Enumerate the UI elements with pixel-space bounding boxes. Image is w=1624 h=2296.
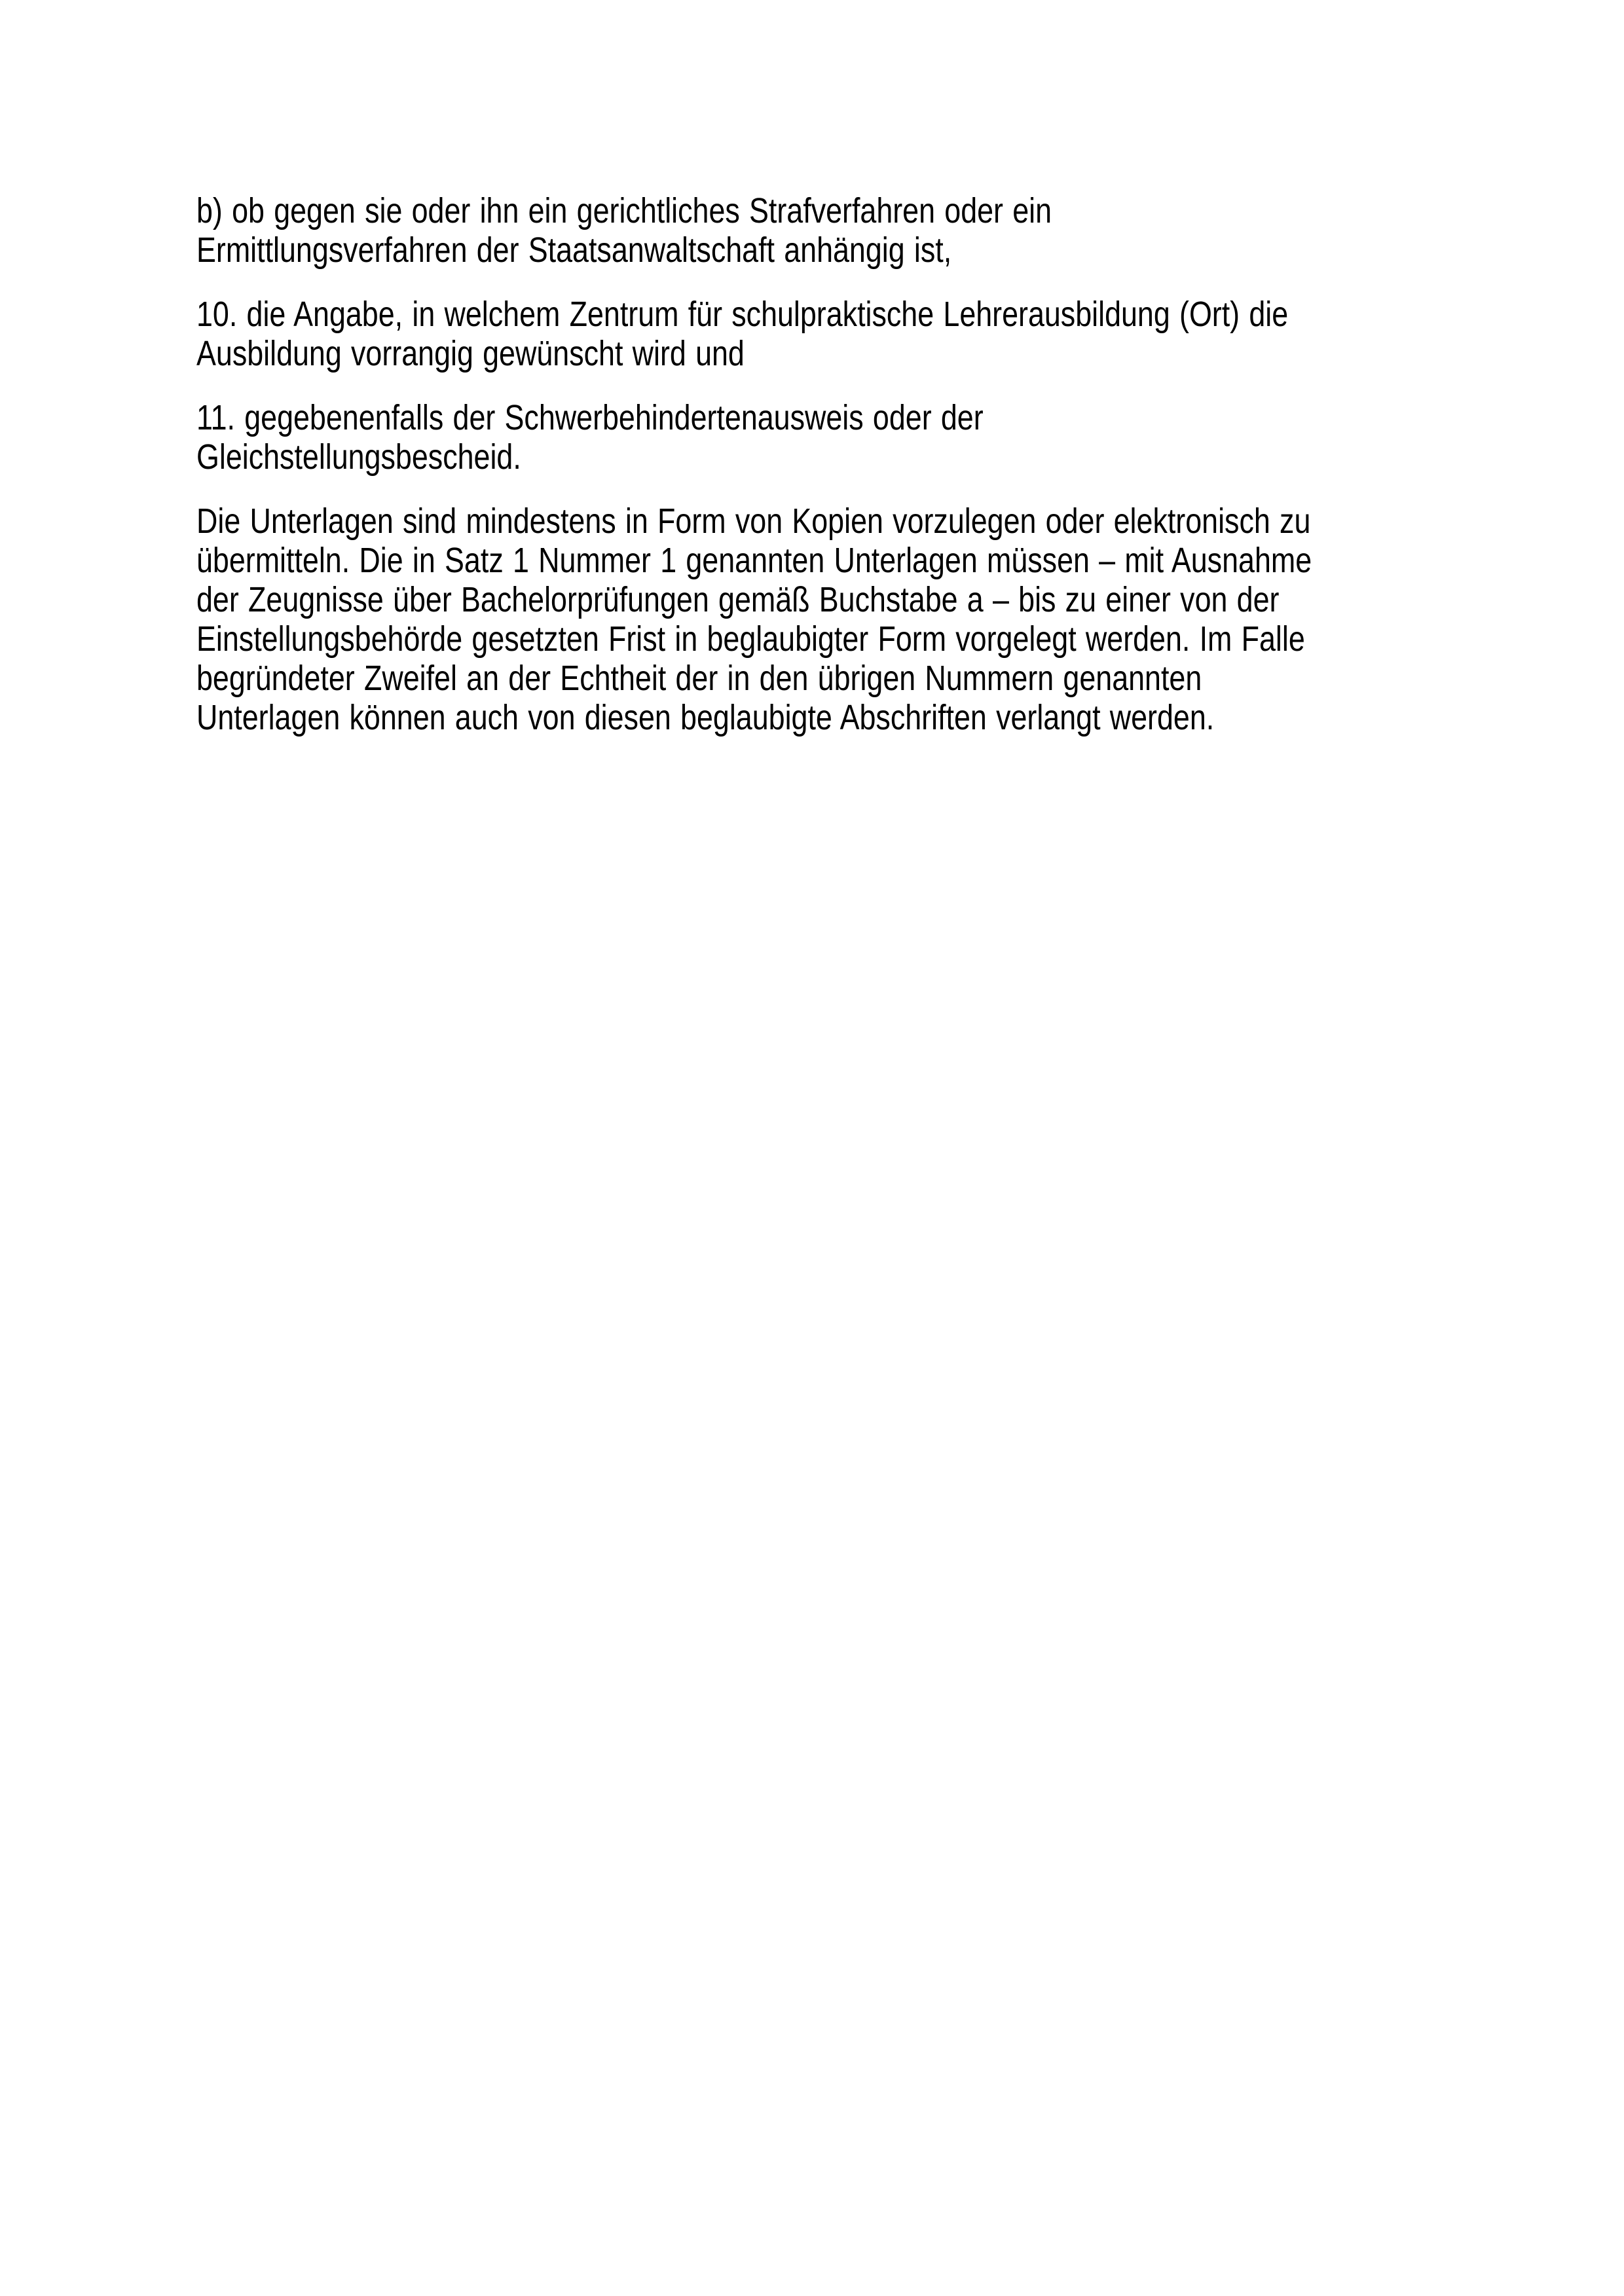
text-block	[196, 191, 1428, 737]
paragraph-10	[196, 295, 1428, 373]
text-line: Die Unterlagen sind mindestens in Form von Kopien vorzulegen oder elektronisch zu	[196, 501, 1311, 541]
text-line: Ausbildung vorrangig gewünscht wird und	[196, 334, 745, 373]
text-line: b) ob gegen sie oder ihn ein gerichtliches Strafverfahren oder ein	[196, 191, 1052, 230]
text-line: Unterlagen können auch von diesen beglaubigte Abschriften verlangt werden.	[196, 698, 1215, 737]
text-line: Gleichstellungsbescheid.	[196, 437, 521, 477]
text-line: Ermittlungsverfahren der Staatsanwaltschaft anhängig ist,	[196, 230, 952, 270]
text-line: 11. gegebenenfalls der Schwerbehindertenausweis oder der	[196, 398, 984, 437]
text-line: der Zeugnisse über Bachelorprüfungen gemäß Buchstabe a – bis zu einer von der	[196, 580, 1280, 619]
text-line: Einstellungsbehörde gesetzten Frist in beglaubigter Form vorgelegt werden. Im Falle	[196, 619, 1305, 659]
text-line: 10. die Angabe, in welchem Zentrum für schulpraktische Lehrerausbildung (Ort) die	[196, 295, 1289, 334]
text-line: übermitteln. Die in Satz 1 Nummer 1 genannten Unterlagen müssen – mit Ausnahme	[196, 541, 1312, 580]
paragraph-b	[196, 191, 1428, 270]
text-line: begründeter Zweifel an der Echtheit der in den übrigen Nummern genannten	[196, 659, 1202, 698]
paragraph-unterlagen	[196, 501, 1428, 737]
paragraph-11	[196, 398, 1428, 477]
